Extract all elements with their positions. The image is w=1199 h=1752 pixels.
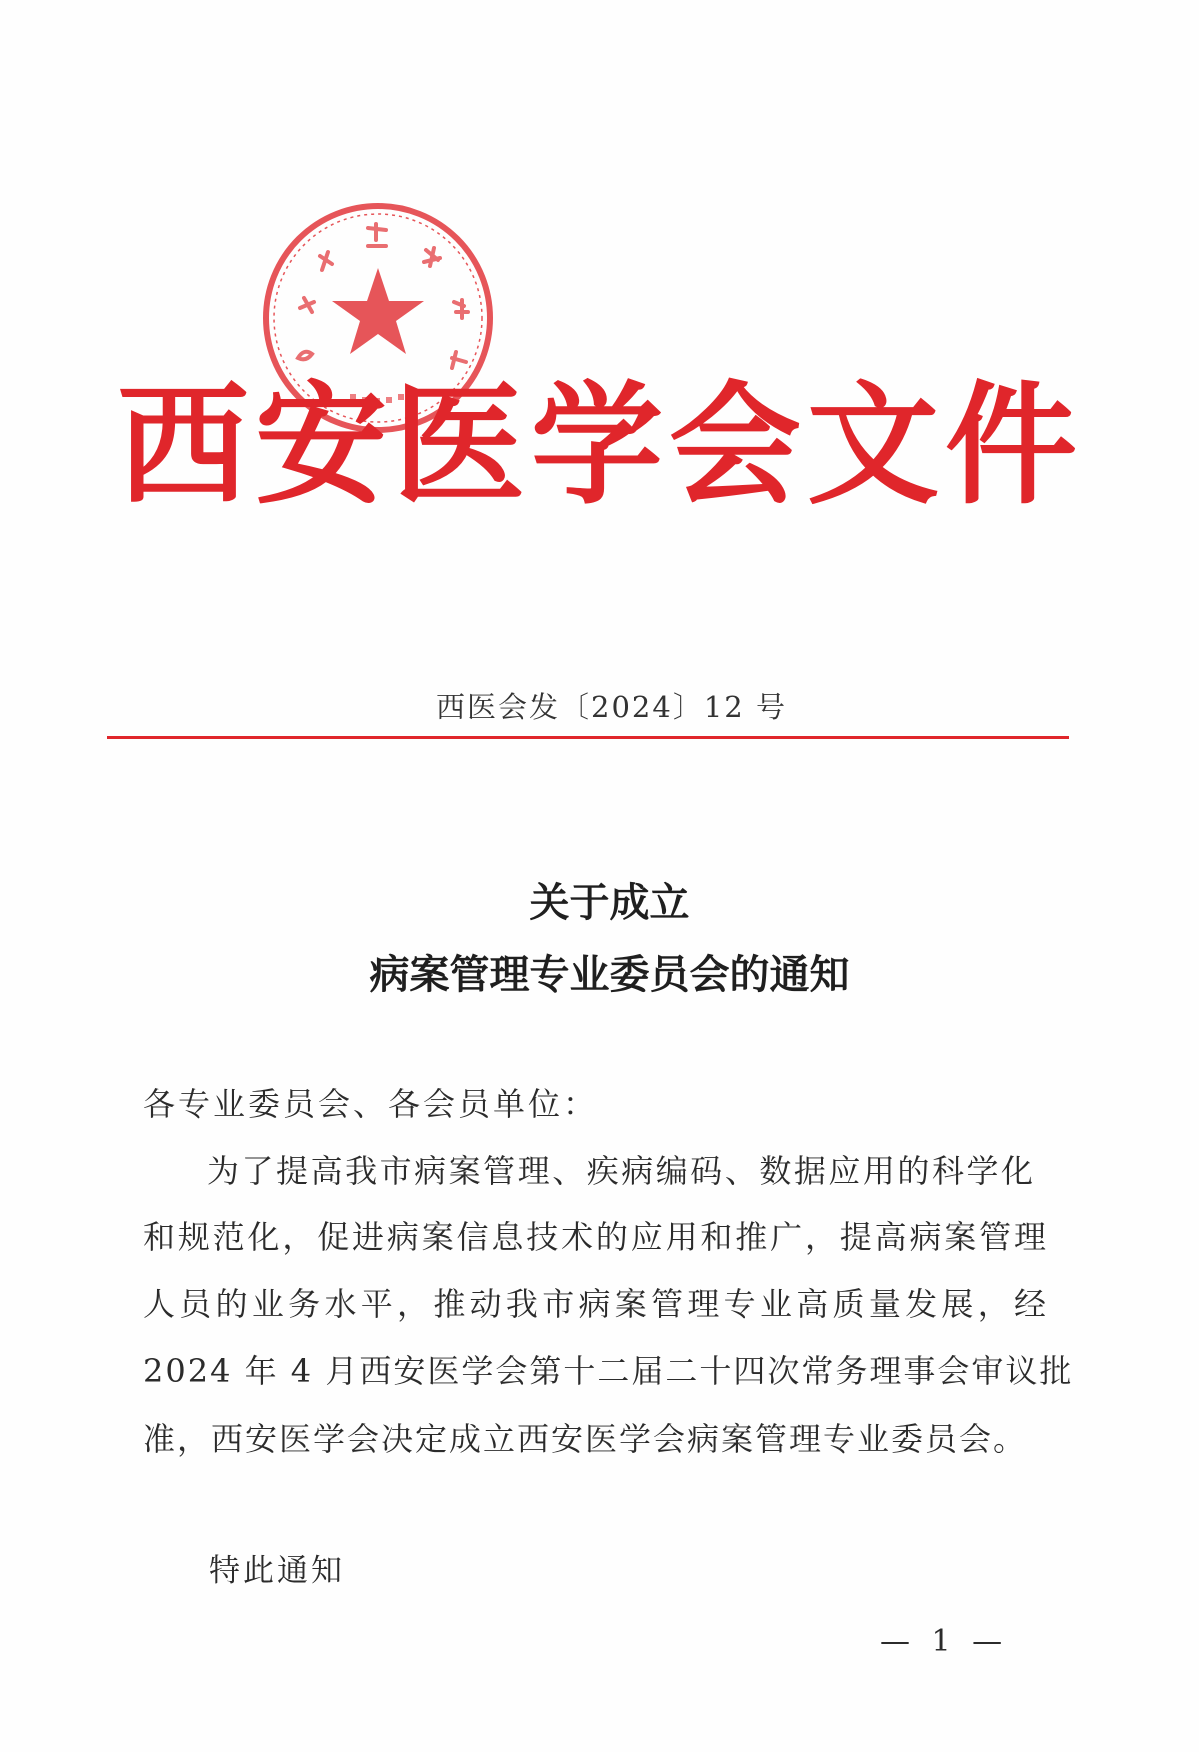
- notice-title-line-2: 病案管理专业委员会的通知: [369, 952, 850, 998]
- red-divider-line: [107, 736, 1069, 739]
- closing-remark: 特此通知: [209, 1553, 345, 1589]
- page-number: — 1 —: [880, 1624, 1009, 1659]
- star-icon: [332, 268, 424, 354]
- paragraph-line: 为了提高我市病案管理、疾病编码、数据应用的科学化: [207, 1152, 1035, 1190]
- paragraph-line: 2024 年 4 月西安医学会第十二届二十四次常务理事会审议批: [143, 1352, 1074, 1390]
- paragraph-line: 准，西安医学会决定成立西安医学会病案管理专业委员会。: [143, 1420, 1028, 1458]
- salutation: 各专业委员会、各会员单位：: [143, 1085, 599, 1123]
- document-number: 西医会发〔2024〕12 号: [436, 690, 787, 724]
- notice-title-line-1: 关于成立: [529, 880, 690, 926]
- paragraph-line: 人员的业务水平，推动我市病案管理专业高质量发展，经: [143, 1285, 1048, 1323]
- paragraph-line: 和规范化，促进病案信息技术的应用和推广，提高病案管理: [143, 1218, 1048, 1256]
- issuer-header: 西安医学会文件: [117, 368, 1083, 523]
